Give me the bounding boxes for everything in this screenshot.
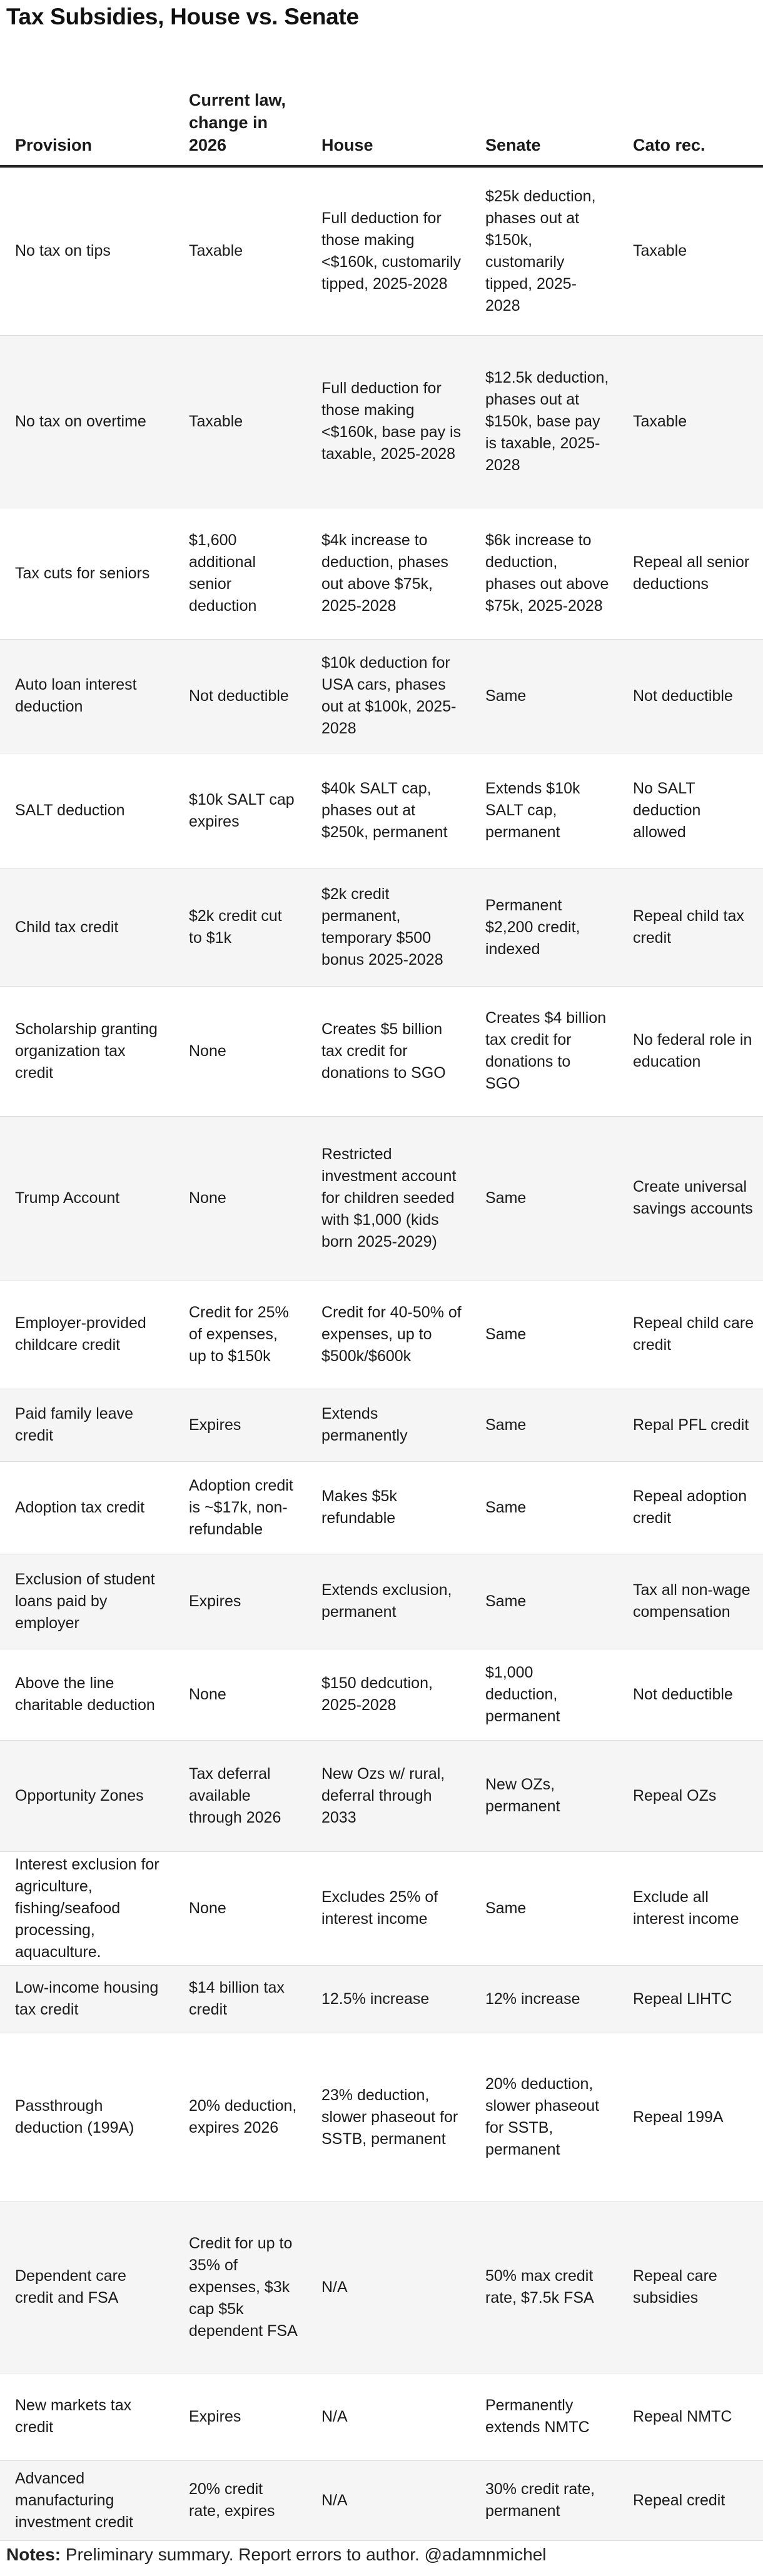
column-header-current-law: Current law, change in 2026 (174, 41, 306, 166)
provision-cell: Advanced manufacturing investment credit (0, 2460, 174, 2540)
senate-cell: $1,000 deduction, permanent (470, 1649, 618, 1740)
cato-rec-cell: Repeal adoption credit (618, 1461, 763, 1554)
current-law-cell: Expires (174, 1389, 306, 1461)
notes-text: Preliminary summary. Report errors to author. @adamnmichel (61, 2545, 547, 2564)
table-row (0, 639, 763, 753)
provision-cell: Adoption tax credit (0, 1461, 174, 1554)
current-law-cell: 20% credit rate, expires (174, 2460, 306, 2540)
table-row (0, 1389, 763, 1461)
senate-cell: $25k deduction, phases out at $150k, customarily tipped, 2025-2028 (470, 166, 618, 335)
provision-cell: Dependent care credit and FSA (0, 2201, 174, 2373)
provisions-table (0, 41, 763, 2541)
house-cell: 23% deduction, slower phaseout for SSTB, permanent (306, 2033, 470, 2201)
cato-rec-cell: Repeal all senior deductions (618, 508, 763, 639)
cato-rec-cell: Exclude all interest income (618, 1851, 763, 1965)
table-row (0, 1965, 763, 2033)
senate-cell: $6k increase to deduction, phases out above $75k, 2025-2028 (470, 508, 618, 639)
table-row (0, 335, 763, 508)
provision-cell: Child tax credit (0, 868, 174, 986)
table-row (0, 1740, 763, 1851)
notes-label: Notes: (6, 2545, 61, 2564)
current-law-cell: $10k SALT cap expires (174, 753, 306, 868)
table-row (0, 2033, 763, 2201)
column-header-senate: Senate (470, 41, 618, 166)
cato-rec-cell: Repeal 199A (618, 2033, 763, 2201)
provision-cell: New markets tax credit (0, 2373, 174, 2460)
senate-cell: Same (470, 1461, 618, 1554)
table-body (0, 166, 763, 2540)
current-law-cell: None (174, 1116, 306, 1280)
senate-cell: Permanently extends NMTC (470, 2373, 618, 2460)
house-cell: Full deduction for those making <$160k, base pay is taxable, 2025-2028 (306, 335, 470, 508)
house-cell: Extends permanently (306, 1389, 470, 1461)
current-law-cell: $2k credit cut to $1k (174, 868, 306, 986)
cato-rec-cell: Not deductible (618, 1649, 763, 1740)
current-law-cell: Credit for up to 35% of expenses, $3k cap $5k dependent FSA (174, 2201, 306, 2373)
provision-cell: Exclusion of student loans paid by employer (0, 1554, 174, 1649)
house-cell: $150 dedcution, 2025-2028 (306, 1649, 470, 1740)
senate-cell: $12.5k deduction, phases out at $150k, base pay is taxable, 2025-2028 (470, 335, 618, 508)
provision-cell: Above the line charitable deduction (0, 1649, 174, 1740)
house-cell: N/A (306, 2460, 470, 2540)
current-law-cell: Expires (174, 2373, 306, 2460)
table-row (0, 1461, 763, 1554)
house-cell: $40k SALT cap, phases out at $250k, permanent (306, 753, 470, 868)
current-law-cell: Adoption credit is ~$17k, non-refundable (174, 1461, 306, 1554)
house-cell: Makes $5k refundable (306, 1461, 470, 1554)
senate-cell: 30% credit rate, permanent (470, 2460, 618, 2540)
senate-cell: Same (470, 1554, 618, 1649)
house-cell: 12.5% increase (306, 1965, 470, 2033)
current-law-cell: None (174, 986, 306, 1116)
table-row (0, 1280, 763, 1389)
house-cell: $4k increase to deduction, phases out above $75k, 2025-2028 (306, 508, 470, 639)
column-header-provision: Provision (0, 41, 174, 166)
senate-cell: Permanent $2,200 credit, indexed (470, 868, 618, 986)
current-law-cell: Taxable (174, 335, 306, 508)
provision-cell: Passthrough deduction (199A) (0, 2033, 174, 2201)
page-title: Tax Subsidies, House vs. Senate (6, 4, 359, 29)
current-law-cell: $14 billion tax credit (174, 1965, 306, 2033)
house-cell: Extends exclusion, permanent (306, 1554, 470, 1649)
senate-cell: Same (470, 1389, 618, 1461)
provision-cell: Interest exclusion for agriculture, fishing/seafood processing, aquaculture. (0, 1851, 174, 1965)
cato-rec-cell: Repal PFL credit (618, 1389, 763, 1461)
house-cell: N/A (306, 2201, 470, 2373)
provision-cell: Scholarship granting organization tax credit (0, 986, 174, 1116)
house-cell: Creates $5 billion tax credit for donations to SGO (306, 986, 470, 1116)
house-cell: $10k deduction for USA cars, phases out at $100k, 2025-2028 (306, 639, 470, 753)
table-row (0, 753, 763, 868)
current-law-cell: Expires (174, 1554, 306, 1649)
header-row (0, 41, 763, 166)
table-row (0, 1851, 763, 1965)
current-law-cell: Taxable (174, 166, 306, 335)
current-law-cell: Credit for 25% of expenses, up to $150k (174, 1280, 306, 1389)
cato-rec-cell: Taxable (618, 166, 763, 335)
senate-cell: Creates $4 billion tax credit for donations to SGO (470, 986, 618, 1116)
cato-rec-cell: Taxable (618, 335, 763, 508)
house-cell: Restricted investment account for children seeded with $1,000 (kids born 2025-2029) (306, 1116, 470, 1280)
table-row (0, 2460, 763, 2540)
cato-rec-cell: Repeal LIHTC (618, 1965, 763, 2033)
provision-cell: Tax cuts for seniors (0, 508, 174, 639)
cato-rec-cell: No federal role in education (618, 986, 763, 1116)
cato-rec-cell: Repeal NMTC (618, 2373, 763, 2460)
cato-rec-cell: Repeal care subsidies (618, 2201, 763, 2373)
cato-rec-cell: Repeal credit (618, 2460, 763, 2540)
provision-cell: Employer-provided childcare credit (0, 1280, 174, 1389)
column-header-house: House (306, 41, 470, 166)
cato-rec-cell: Not deductible (618, 639, 763, 753)
provision-cell: No tax on tips (0, 166, 174, 335)
provision-cell: Paid family leave credit (0, 1389, 174, 1461)
column-header-cato-rec: Cato rec. (618, 41, 763, 166)
table-row (0, 508, 763, 639)
table-row (0, 1116, 763, 1280)
senate-cell: 12% increase (470, 1965, 618, 2033)
current-law-cell: Tax deferral available through 2026 (174, 1740, 306, 1851)
senate-cell: Same (470, 1280, 618, 1389)
table-row (0, 2201, 763, 2373)
cato-rec-cell: Tax all non-wage compensation (618, 1554, 763, 1649)
current-law-cell: Not deductible (174, 639, 306, 753)
cato-rec-cell: Repeal child care credit (618, 1280, 763, 1389)
house-cell: New Ozs w/ rural, deferral through 2033 (306, 1740, 470, 1851)
senate-cell: 20% deduction, slower phaseout for SSTB, permanent (470, 2033, 618, 2201)
table-row (0, 1649, 763, 1740)
current-law-cell: None (174, 1649, 306, 1740)
current-law-cell: None (174, 1851, 306, 1965)
table-row (0, 166, 763, 335)
senate-cell: 50% max credit rate, $7.5k FSA (470, 2201, 618, 2373)
table-row (0, 868, 763, 986)
house-cell: Full deduction for those making <$160k, customarily tipped, 2025-2028 (306, 166, 470, 335)
table-row (0, 986, 763, 1116)
senate-cell: Same (470, 639, 618, 753)
cato-rec-cell: No SALT deduction allowed (618, 753, 763, 868)
house-cell: N/A (306, 2373, 470, 2460)
table-row (0, 1554, 763, 1649)
provision-cell: Auto loan interest deduction (0, 639, 174, 753)
current-law-cell: 20% deduction, expires 2026 (174, 2033, 306, 2201)
cato-rec-cell: Create universal savings accounts (618, 1116, 763, 1280)
senate-cell: New OZs, permanent (470, 1740, 618, 1851)
current-law-cell: $1,600 additional senior deduction (174, 508, 306, 639)
provision-cell: SALT deduction (0, 753, 174, 868)
house-cell: Credit for 40-50% of expenses, up to $500k/$600k (306, 1280, 470, 1389)
notes (6, 2545, 547, 2565)
table-row (0, 2373, 763, 2460)
cato-rec-cell: Repeal OZs (618, 1740, 763, 1851)
provision-cell: Opportunity Zones (0, 1740, 174, 1851)
provision-cell: No tax on overtime (0, 335, 174, 508)
house-cell: $2k credit permanent, temporary $500 bonus 2025-2028 (306, 868, 470, 986)
senate-cell: Extends $10k SALT cap, permanent (470, 753, 618, 868)
cato-rec-cell: Repeal child tax credit (618, 868, 763, 986)
house-cell: Excludes 25% of interest income (306, 1851, 470, 1965)
provision-cell: Trump Account (0, 1116, 174, 1280)
provision-cell: Low-income housing tax credit (0, 1965, 174, 2033)
senate-cell: Same (470, 1116, 618, 1280)
senate-cell: Same (470, 1851, 618, 1965)
